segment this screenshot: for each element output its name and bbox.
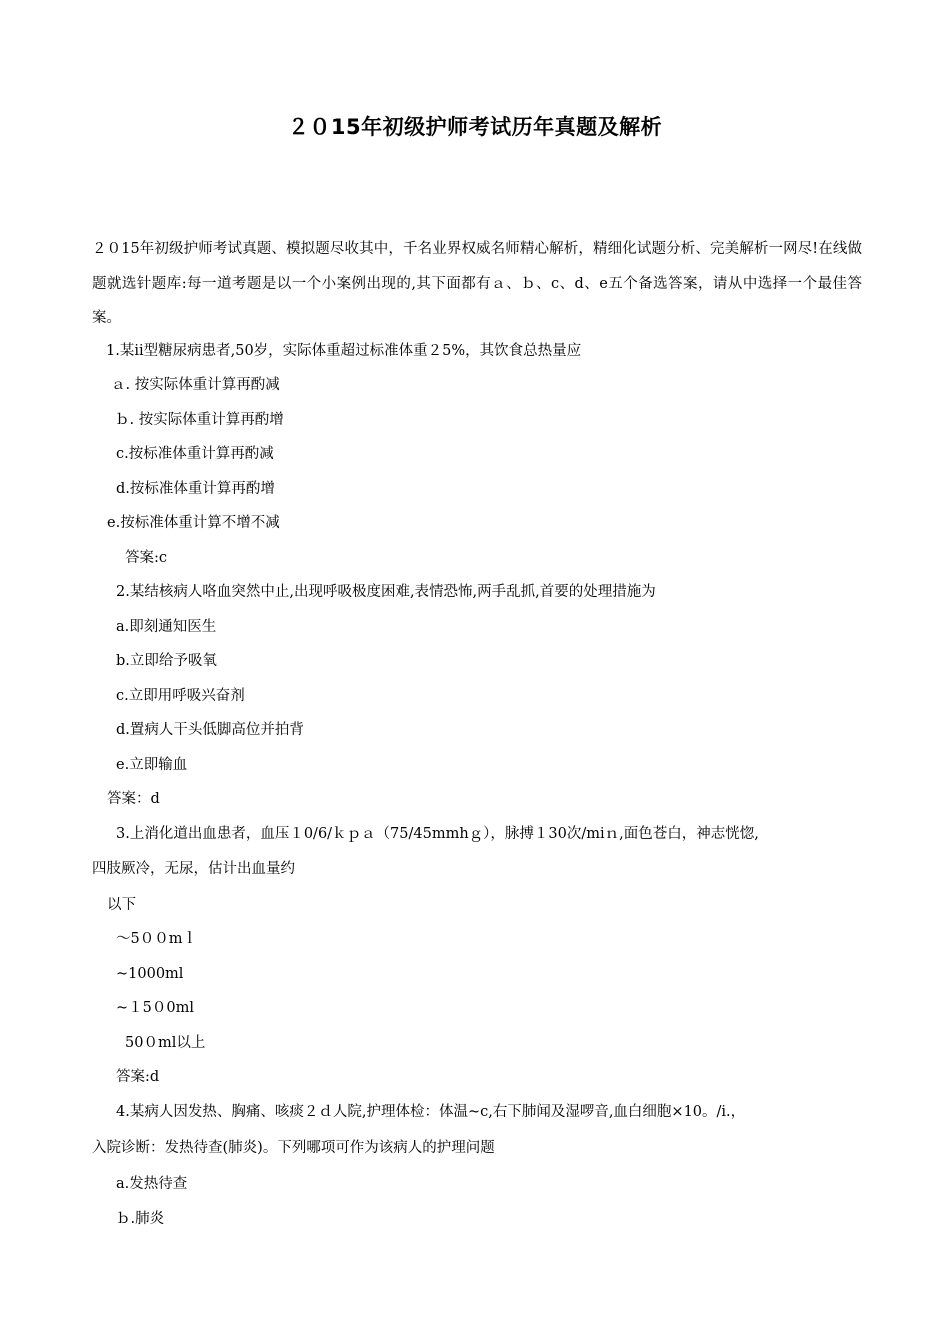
question-2-stem: 2.某结核病人咯血突然中止,出现呼吸极度困难,表情恐怖,两手乱抓,首要的处理措施为 xyxy=(116,584,656,600)
question-3-option-a: 以下 xyxy=(107,897,136,913)
question-4-stem-line-1: 4.某病人因发热、胸痛、咳痰２ｄ人院,护理体检：体温~c,右下肺闻及湿啰音,血白细胞×10。/i.， xyxy=(116,1104,746,1120)
question-3-option-d: ~１5０0ml xyxy=(116,1000,194,1016)
question-3-option-c: ~1000ml xyxy=(116,966,184,982)
question-4-option-a: a.发热待查 xyxy=(116,1176,188,1192)
question-3-stem-line-2: 四肢厥冷，无尿，估计出血量约 xyxy=(92,861,295,877)
question-3-option-e: 50０ml以上 xyxy=(125,1035,206,1051)
question-1-option-c: c.按标准体重计算再酌减 xyxy=(116,446,274,462)
question-1-option-a: ａ. 按实际体重计算再酌减 xyxy=(111,377,280,393)
question-3-answer: 答案:d xyxy=(116,1069,160,1085)
question-1-option-b: ｂ. 按实际体重计算再酌增 xyxy=(115,412,284,428)
question-4-option-b: ｂ.肺炎 xyxy=(116,1211,165,1227)
question-2-option-c: c.立即用呼吸兴奋剂 xyxy=(116,688,245,704)
question-3-stem-line-1: 3.上消化道出血患者，血压１0/6/ｋｐａ（75/45mmhｇ），脉搏１30次/miｎ,面色苍白，神志恍惚, xyxy=(116,826,759,842)
question-1-option-d: d.按标准体重计算再酌增 xyxy=(116,481,275,497)
question-1-option-e: e.按标准体重计算不增不减 xyxy=(107,515,280,531)
question-2-option-b: b.立即给予吸氧 xyxy=(116,653,217,669)
intro-paragraph: ２０15年初级护师考试真题、模拟题尽收其中，千名业界权威名师精心解析，精细化试题分析、完美解析一网尽!在线做题就选针题库:每一道考题是以一个小案例出现的,其下面都有ａ、ｂ、c、d、e五个备选答案，请从中选择一个最佳答案。 xyxy=(92,241,862,326)
question-3-option-b: ～5００mｌ xyxy=(116,931,197,947)
question-4-stem-line-2: 入院诊断：发热待查(肺炎)。下列哪项可作为该病人的护理问题 xyxy=(92,1140,495,1156)
question-2-option-d: d.置病人干头低脚高位并拍背 xyxy=(116,722,304,738)
question-1-stem: 1.某ii型糖尿病患者,50岁，实际体重超过标准体重２5%，其饮食总热量应 xyxy=(106,343,582,359)
question-1-answer: 答案:c xyxy=(125,550,168,566)
question-2-option-a: a.即刻通知医生 xyxy=(116,619,217,635)
page-title: ２０15年初级护师考试历年真题及解析 xyxy=(287,115,663,139)
question-2-answer: 答案：d xyxy=(107,791,160,807)
question-2-option-e: e.立即输血 xyxy=(116,757,188,773)
